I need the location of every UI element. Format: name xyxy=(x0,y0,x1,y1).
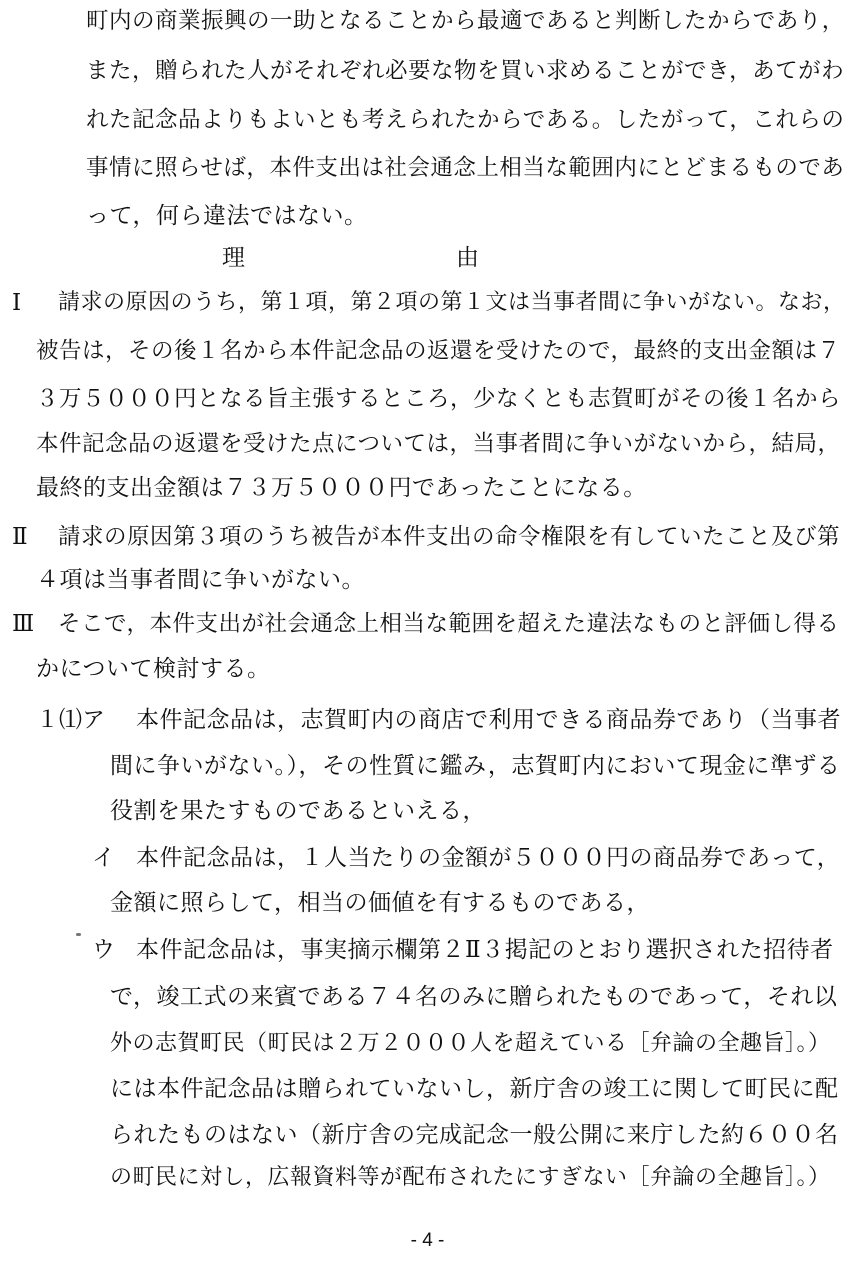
text-line: って，何ら違法ではない。 xyxy=(86,203,368,229)
text-line: 金額に照らして，相当の価値を有するものである， xyxy=(110,890,651,916)
section-marker: Ⅰ xyxy=(12,290,22,316)
heading-char: 理 xyxy=(222,245,245,271)
text-line: られたものはない（新庁舎の完成記念一般公開に来庁した約６００名 xyxy=(110,1122,839,1148)
text-line: 本件記念品は，１人当たりの金額が５０００円の商品券であって， xyxy=(136,845,841,871)
text-line: 本件記念品は，志賀町内の商店で利用できる商品券であり（当事者 xyxy=(136,707,841,733)
text-line: 本件記念品は，事実摘示欄第２Ⅱ３掲記のとおり選択された招待者 xyxy=(136,937,834,963)
text-line: そこで，本件支出が社会通念上相当な範囲を超えた違法なものと評価し得る xyxy=(58,611,840,637)
scan-speck xyxy=(76,933,81,936)
text-line: かについて検討する。 xyxy=(36,656,271,682)
text-line: の町民に対し，広報資料等が配布されたにすぎない［弁論の全趣旨］。） xyxy=(110,1165,831,1190)
text-line: ３万５０００円となる旨主張するところ，少なくとも志賀町がその後１名から xyxy=(36,386,842,412)
page-number: - 4 - xyxy=(410,1230,445,1251)
text-line: 被告は，その後１名から本件記念品の返還を受けたので，最終的支出金額は７ xyxy=(36,338,841,364)
section-marker: Ⅲ xyxy=(12,611,35,637)
text-line: また，贈られた人がそれぞれ必要な物を買い求めることができ，あてがわ xyxy=(86,58,845,84)
text-line: 事情に照らせば，本件支出は社会通念上相当な範囲内にとどまるものであ xyxy=(86,155,845,181)
text-line: ４項は当事者間に争いがない。 xyxy=(36,567,365,593)
text-line: には本件記念品は贈られていないし，新庁舎の竣工に関して町民に配 xyxy=(110,1076,839,1102)
text-line: 本件記念品の返還を受けた点については，当事者間に争いがないから，結局， xyxy=(36,431,841,457)
section-marker: Ⅱ xyxy=(12,524,28,550)
text-line: 町内の商業振興の一助となることから最適であると判断したからであり， xyxy=(86,8,845,34)
heading-char: 由 xyxy=(456,245,479,271)
text-line: 最終的支出金額は７３万５０００円であったことになる。 xyxy=(36,475,647,501)
text-line: 役割を果たすものであるといえる， xyxy=(110,798,486,824)
text-line: れた記念品よりもよいとも考えられたからである。したがって，これらの xyxy=(86,107,845,133)
text-line: で，竣工式の来賓である７４名のみに贈られたものであって，それ以 xyxy=(110,984,838,1010)
item-marker: ウ xyxy=(92,937,115,963)
text-line: 外の志賀町民（町民は２万２０００人を超えている［弁論の全趣旨］。） xyxy=(110,1031,831,1056)
text-line: 間に争いがない。），その性質に鑑み，志賀町内において現金に準ずる xyxy=(110,753,841,779)
text-line: 請求の原因のうち，第１項，第２項の第１文は当事者間に争いがない。なお， xyxy=(58,290,846,315)
text-line: 請求の原因第３項のうち被告が本件支出の命令権限を有していたこと及び第 xyxy=(58,524,841,550)
item-marker: １⑴ア xyxy=(36,707,105,733)
item-marker: イ xyxy=(92,845,115,871)
